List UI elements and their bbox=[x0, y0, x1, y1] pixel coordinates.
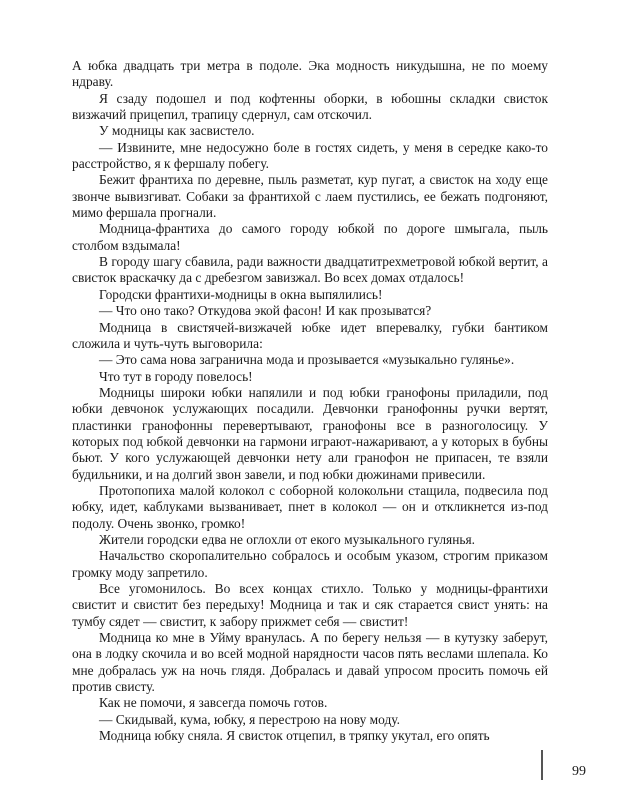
paragraph: Жители городски едва не оглохли от екого музыкального гулянья. bbox=[99, 531, 475, 547]
paragraph: Начальство скоропалительно собралось и особым указом, строгим приказом громку моду запретило. bbox=[72, 548, 548, 580]
paragraph: Модница ко мне в Уйму вранулась. А по берегу нельзя — в кутузку заберут, она в лодку скочила и во всей модной нарядности часов пять веслами шлепала. Ко мне добралась уж на ночь глядя. Добралась и давай упросом просить помочь ей против свисту. bbox=[72, 630, 548, 695]
paragraph: Протопопиха малой колокол с соборной колокольни стащила, подвесила под юбку, идет, каблуками вызванивает, пнет в колокол — он и откликнется из-под подолу. Очень звонко, громко! bbox=[72, 482, 548, 531]
paragraph: У модницы как засвистело. bbox=[99, 123, 255, 139]
page-text bbox=[72, 58, 548, 744]
paragraph: — Это сама нова заграничнa мода и прозывается «музыкально гулянье». bbox=[99, 352, 515, 368]
book-page bbox=[72, 58, 586, 779]
paragraph: Модница-франтиха до самого городу юбкой по дороге шмыгала, пыль столбом вздымала! bbox=[72, 221, 548, 253]
paragraph: А юбка двадцать три метра в подоле. Эка модность никудышна, не по моему ндраву. bbox=[72, 58, 548, 90]
page-number: 99 bbox=[572, 764, 586, 779]
paragraph: Бежит франтиха по деревне, пыль разметат, кур пугат, а свисток на ходу еще звонче вывизгиват. Собаки за франтихой с лаем пустились, ее бежать подгоняют, мимо фершала прогнали. bbox=[72, 172, 548, 221]
margin-mark bbox=[541, 750, 543, 780]
paragraph: Я сзаду подошел и под кофтенны оборки, в юбошны складки свисток визжачий прицепил, трапицу сдернул, сам отскочил. bbox=[72, 90, 548, 123]
paragraph: В городу шагу сбавила, ради важности двадцатитрехметровой юбкой вертит, а свисток враскачку да с дребезгом завизжал. Во всех домах отдалось! bbox=[72, 254, 548, 286]
paragraph: Городски франтихи-модницы в окна выпялились! bbox=[99, 286, 383, 302]
paragraph: — Извините, мне недосужно боле в гостях сидеть, у меня в середке како-то расстройство, я к фершалу побегу. bbox=[72, 139, 548, 172]
paragraph: Модница юбку сняла. Я свисток отцепил, в тряпку укутал, его опять bbox=[99, 728, 490, 744]
paragraph: Модницы широки юбки напялили и под юбки гранофоны приладили, под юбки девчонок услужающих посадили. Девчонки гранофонны ручки вертят, пластинки гранофонны перевертывают, гранофоны все в разноголосицу. У которых под юбкой девчонки на гармони играют-нажаривают, а у которых в бубны бьют. У кого услужающей девчонки нету али гранофон не припасен, те взяли будильники, и на долгий звон завели, и под юбки дюжинами привесили. bbox=[72, 384, 548, 482]
paragraph: Что тут в городу повелось! bbox=[99, 368, 253, 384]
paragraph: Как не помочи, я завсегда помочь готов. bbox=[99, 695, 328, 711]
paragraph: Все угомонилось. Во всех концах стихло. Только у модницы-франтихи свистит и свистит без передыху! Модница и так и сяк старается свист унять: на тумбу сядет — свистит, к забору прижмет себя — свистит! bbox=[72, 581, 548, 629]
paragraph: — Что оно тако? Откудова экой фасон! И как прозыватся? bbox=[99, 303, 432, 319]
paragraph: — Скидывай, кума, юбку, я перестрою на нову моду. bbox=[99, 711, 400, 727]
paragraph: Модница в свистячей-визжачей юбке идет вперевалку, губки бантиком сложила и чуть-чуть выговорила: bbox=[72, 319, 548, 351]
